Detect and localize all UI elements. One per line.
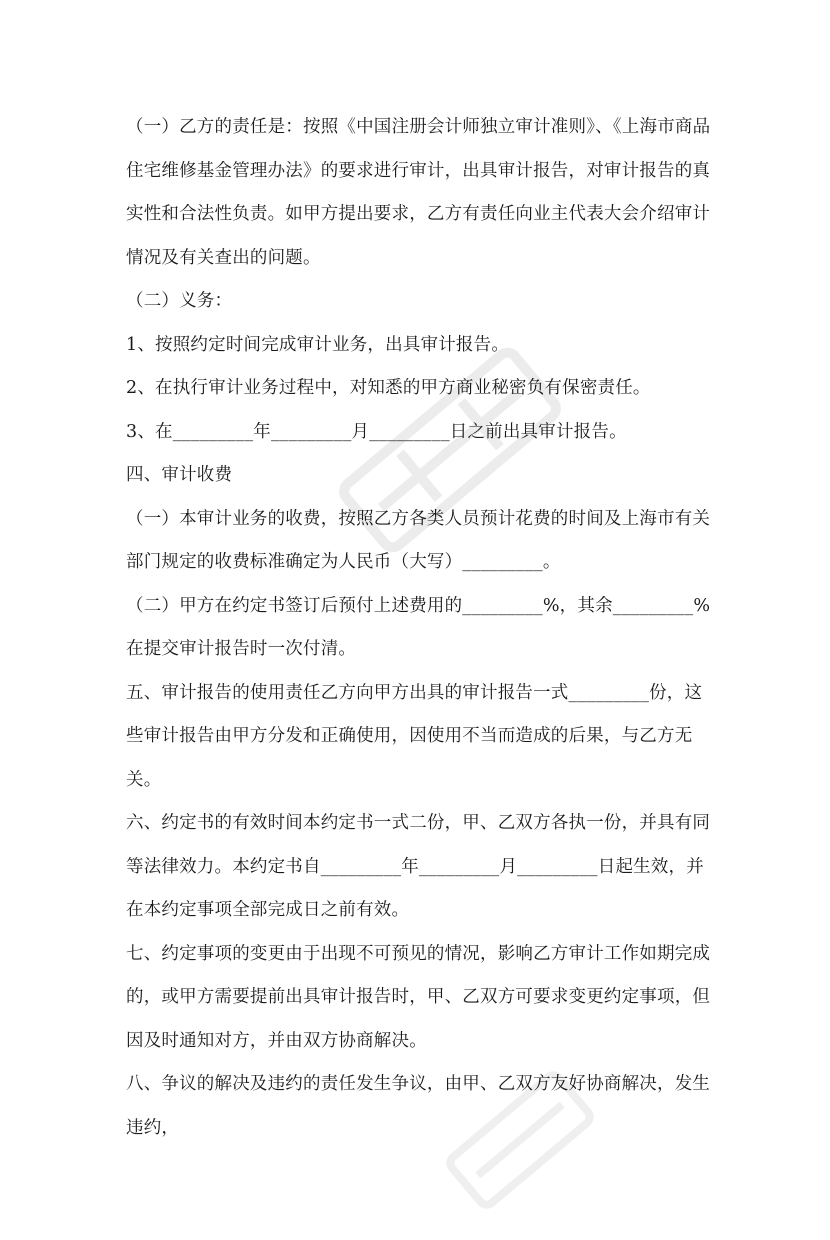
paragraph-fee-payment: （二）甲方在约定书签订后预付上述费用的_________%，其余_________%在提交审计报告时一次付清。 [126,595,711,659]
section-disputes: 八、争议的解决及违约的责任发生争议，由甲、乙双方友好协商解决，发生违约， [126,1074,711,1138]
paragraph-fee-amount: （一）本审计业务的收费，按照乙方各类人员预计花费的时间及上海市有关部门规定的收费标准确定为人民币（大写）_________。 [126,508,711,572]
paragraph-obligations-heading: （二）义务： [126,291,233,311]
paragraph-obligation-2: 2、在执行审计业务过程中，对知悉的甲方商业秘密负有保密责任。 [126,378,651,398]
section-changes: 七、约定事项的变更由于出现不可预见的情况，影响乙方审计工作如期完成的，或甲方需要提前出具审计报告时，甲、乙双方可要求变更约定事项，但因及时通知对方，并由双方协商解决。 [126,943,711,1051]
section-validity-period: 六、约定书的有效时间本约定书一式二份，甲、乙双方各执一份，并具有同等法律效力。本约定书自_________年_________月_________日起生效，并在本约定事项全部完成日之前有效。 [126,813,711,920]
document-body [126,106,716,1150]
paragraph-party-b-responsibility: （一）乙方的责任是：按照《中国注册会计师独立审计准则》、《上海市商品住宅维修基金管理办法》的要求进行审计，出具审计报告，对审计报告的真实性和合法性负责。如甲方提出要求，乙方有责任向业主代表大会介绍审计情况及有关查出的问题。 [126,117,711,268]
section-heading-audit-fees: 四、审计收费 [126,465,233,485]
paragraph-obligation-3: 3、在_________年_________月_________日之前出具审计报告。 [126,421,627,442]
section-report-usage: 五、审计报告的使用责任乙方向甲方出具的审计报告一式_________份，这些审计报告由甲方分发和正确使用，因使用不当而造成的后果，与乙方无关。 [126,682,703,790]
paragraph-obligation-1: 1、按照约定时间完成审计业务，出具审计报告。 [126,334,510,355]
